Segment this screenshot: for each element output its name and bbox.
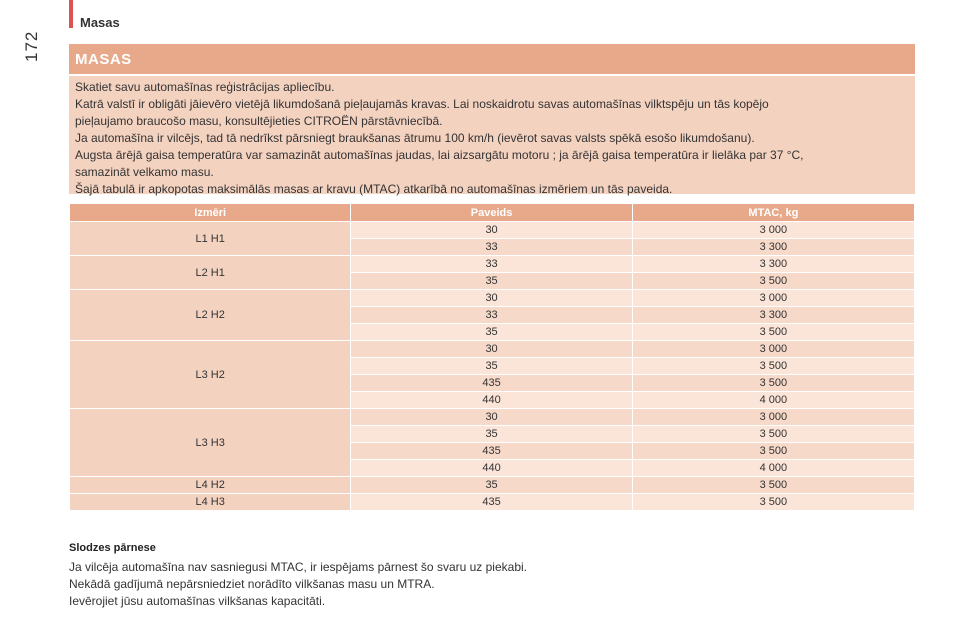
cell-variant: 435	[351, 443, 632, 460]
cell-mtac: 3 000	[632, 290, 914, 307]
cell-variant: 35	[351, 477, 632, 494]
cell-variant: 30	[351, 222, 632, 239]
cell-size: L2 H2	[70, 290, 351, 341]
cell-mtac: 3 500	[632, 426, 914, 443]
notes-line: Ja vilcēja automašīna nav sasniegusi MTAC, ir iespējams pārnest šo svaru uz piekabi.	[69, 560, 527, 574]
running-header: Masas	[80, 15, 120, 30]
table-row	[70, 477, 915, 494]
cell-variant: 35	[351, 358, 632, 375]
intro-line: pieļaujamo braucošo masu, konsultējieties CITROËN pārstāvniecībā.	[75, 114, 443, 128]
cell-variant: 440	[351, 460, 632, 477]
cell-mtac: 3 500	[632, 358, 914, 375]
section-title: MASAS	[75, 51, 132, 68]
table-row	[70, 409, 915, 426]
cell-variant: 33	[351, 239, 632, 256]
mass-table	[69, 203, 915, 511]
cell-variant: 435	[351, 494, 632, 511]
cell-size: L4 H3	[70, 494, 351, 511]
cell-mtac: 3 000	[632, 222, 914, 239]
table-row	[70, 494, 915, 511]
table-body	[70, 222, 915, 511]
cell-variant: 30	[351, 409, 632, 426]
cell-mtac: 3 500	[632, 273, 914, 290]
header-mtac: MTAC, kg	[632, 204, 914, 222]
cell-variant: 33	[351, 307, 632, 324]
header-variant: Paveids	[351, 204, 632, 222]
cell-variant: 30	[351, 290, 632, 307]
table-header-row	[70, 204, 915, 222]
cell-mtac: 3 000	[632, 341, 914, 358]
cell-mtac: 3 500	[632, 477, 914, 494]
cell-mtac: 3 000	[632, 409, 914, 426]
cell-size: L2 H1	[70, 256, 351, 290]
cell-variant: 30	[351, 341, 632, 358]
cell-variant: 435	[351, 375, 632, 392]
cell-mtac: 4 000	[632, 392, 914, 409]
intro-line: samazināt velkamo masu.	[75, 165, 214, 179]
accent-rule	[69, 0, 73, 28]
header-size: Izmēri	[70, 204, 351, 222]
cell-mtac: 3 300	[632, 239, 914, 256]
intro-line: Skatiet savu automašīnas reģistrācijas apliecību.	[75, 80, 335, 94]
cell-variant: 35	[351, 324, 632, 341]
mass-table-container	[69, 203, 915, 511]
cell-size: L3 H2	[70, 341, 351, 409]
cell-variant: 35	[351, 273, 632, 290]
cell-variant: 440	[351, 392, 632, 409]
cell-size: L3 H3	[70, 409, 351, 477]
cell-mtac: 3 500	[632, 494, 914, 511]
cell-variant: 33	[351, 256, 632, 273]
cell-mtac: 3 500	[632, 324, 914, 341]
table-row	[70, 341, 915, 358]
cell-mtac: 3 500	[632, 375, 914, 392]
cell-mtac: 3 300	[632, 307, 914, 324]
section-header	[69, 44, 915, 74]
table-row	[70, 256, 915, 273]
notes-line: Ievērojiet jūsu automašīnas vilkšanas kapacitāti.	[69, 594, 326, 608]
intro-panel	[69, 76, 915, 194]
cell-mtac: 4 000	[632, 460, 914, 477]
cell-variant: 35	[351, 426, 632, 443]
notes-title: Slodzes pārnese	[69, 542, 156, 554]
table-row	[70, 222, 915, 239]
cell-mtac: 3 300	[632, 256, 914, 273]
notes-section	[69, 540, 915, 610]
cell-mtac: 3 500	[632, 443, 914, 460]
notes-line: Nekādā gadījumā nepārsniedziet norādīto vilkšanas masu un MTRA.	[69, 577, 435, 591]
cell-size: L4 H2	[70, 477, 351, 494]
intro-line: Ja automašīna ir vilcējs, tad tā nedrīkst pārsniegt braukšanas ātrumu 100 km/h (ievērot savas valsts spēkā esošo likumdošanu).	[75, 131, 755, 145]
cell-size: L1 H1	[70, 222, 351, 256]
table-row	[70, 290, 915, 307]
intro-line: Katrā valstī ir obligāti jāievēro vietējā likumdošanā pieļaujamās kravas. Lai noskaidrotu savas automašīnas vilktspēju un tās kopējo	[75, 97, 769, 111]
page-number: 172	[22, 30, 41, 62]
intro-line: Šajā tabulā ir apkopotas maksimālās masas ar kravu (MTAC) atkarībā no automašīnas izmēriem un tās paveida.	[75, 182, 673, 196]
intro-line: Augsta ārējā gaisa temperatūra var samazināt automašīnas jaudas, lai aizsargātu motoru ; ja ārējā gaisa temperatūra ir lielāka par 37 °C,	[75, 148, 804, 162]
